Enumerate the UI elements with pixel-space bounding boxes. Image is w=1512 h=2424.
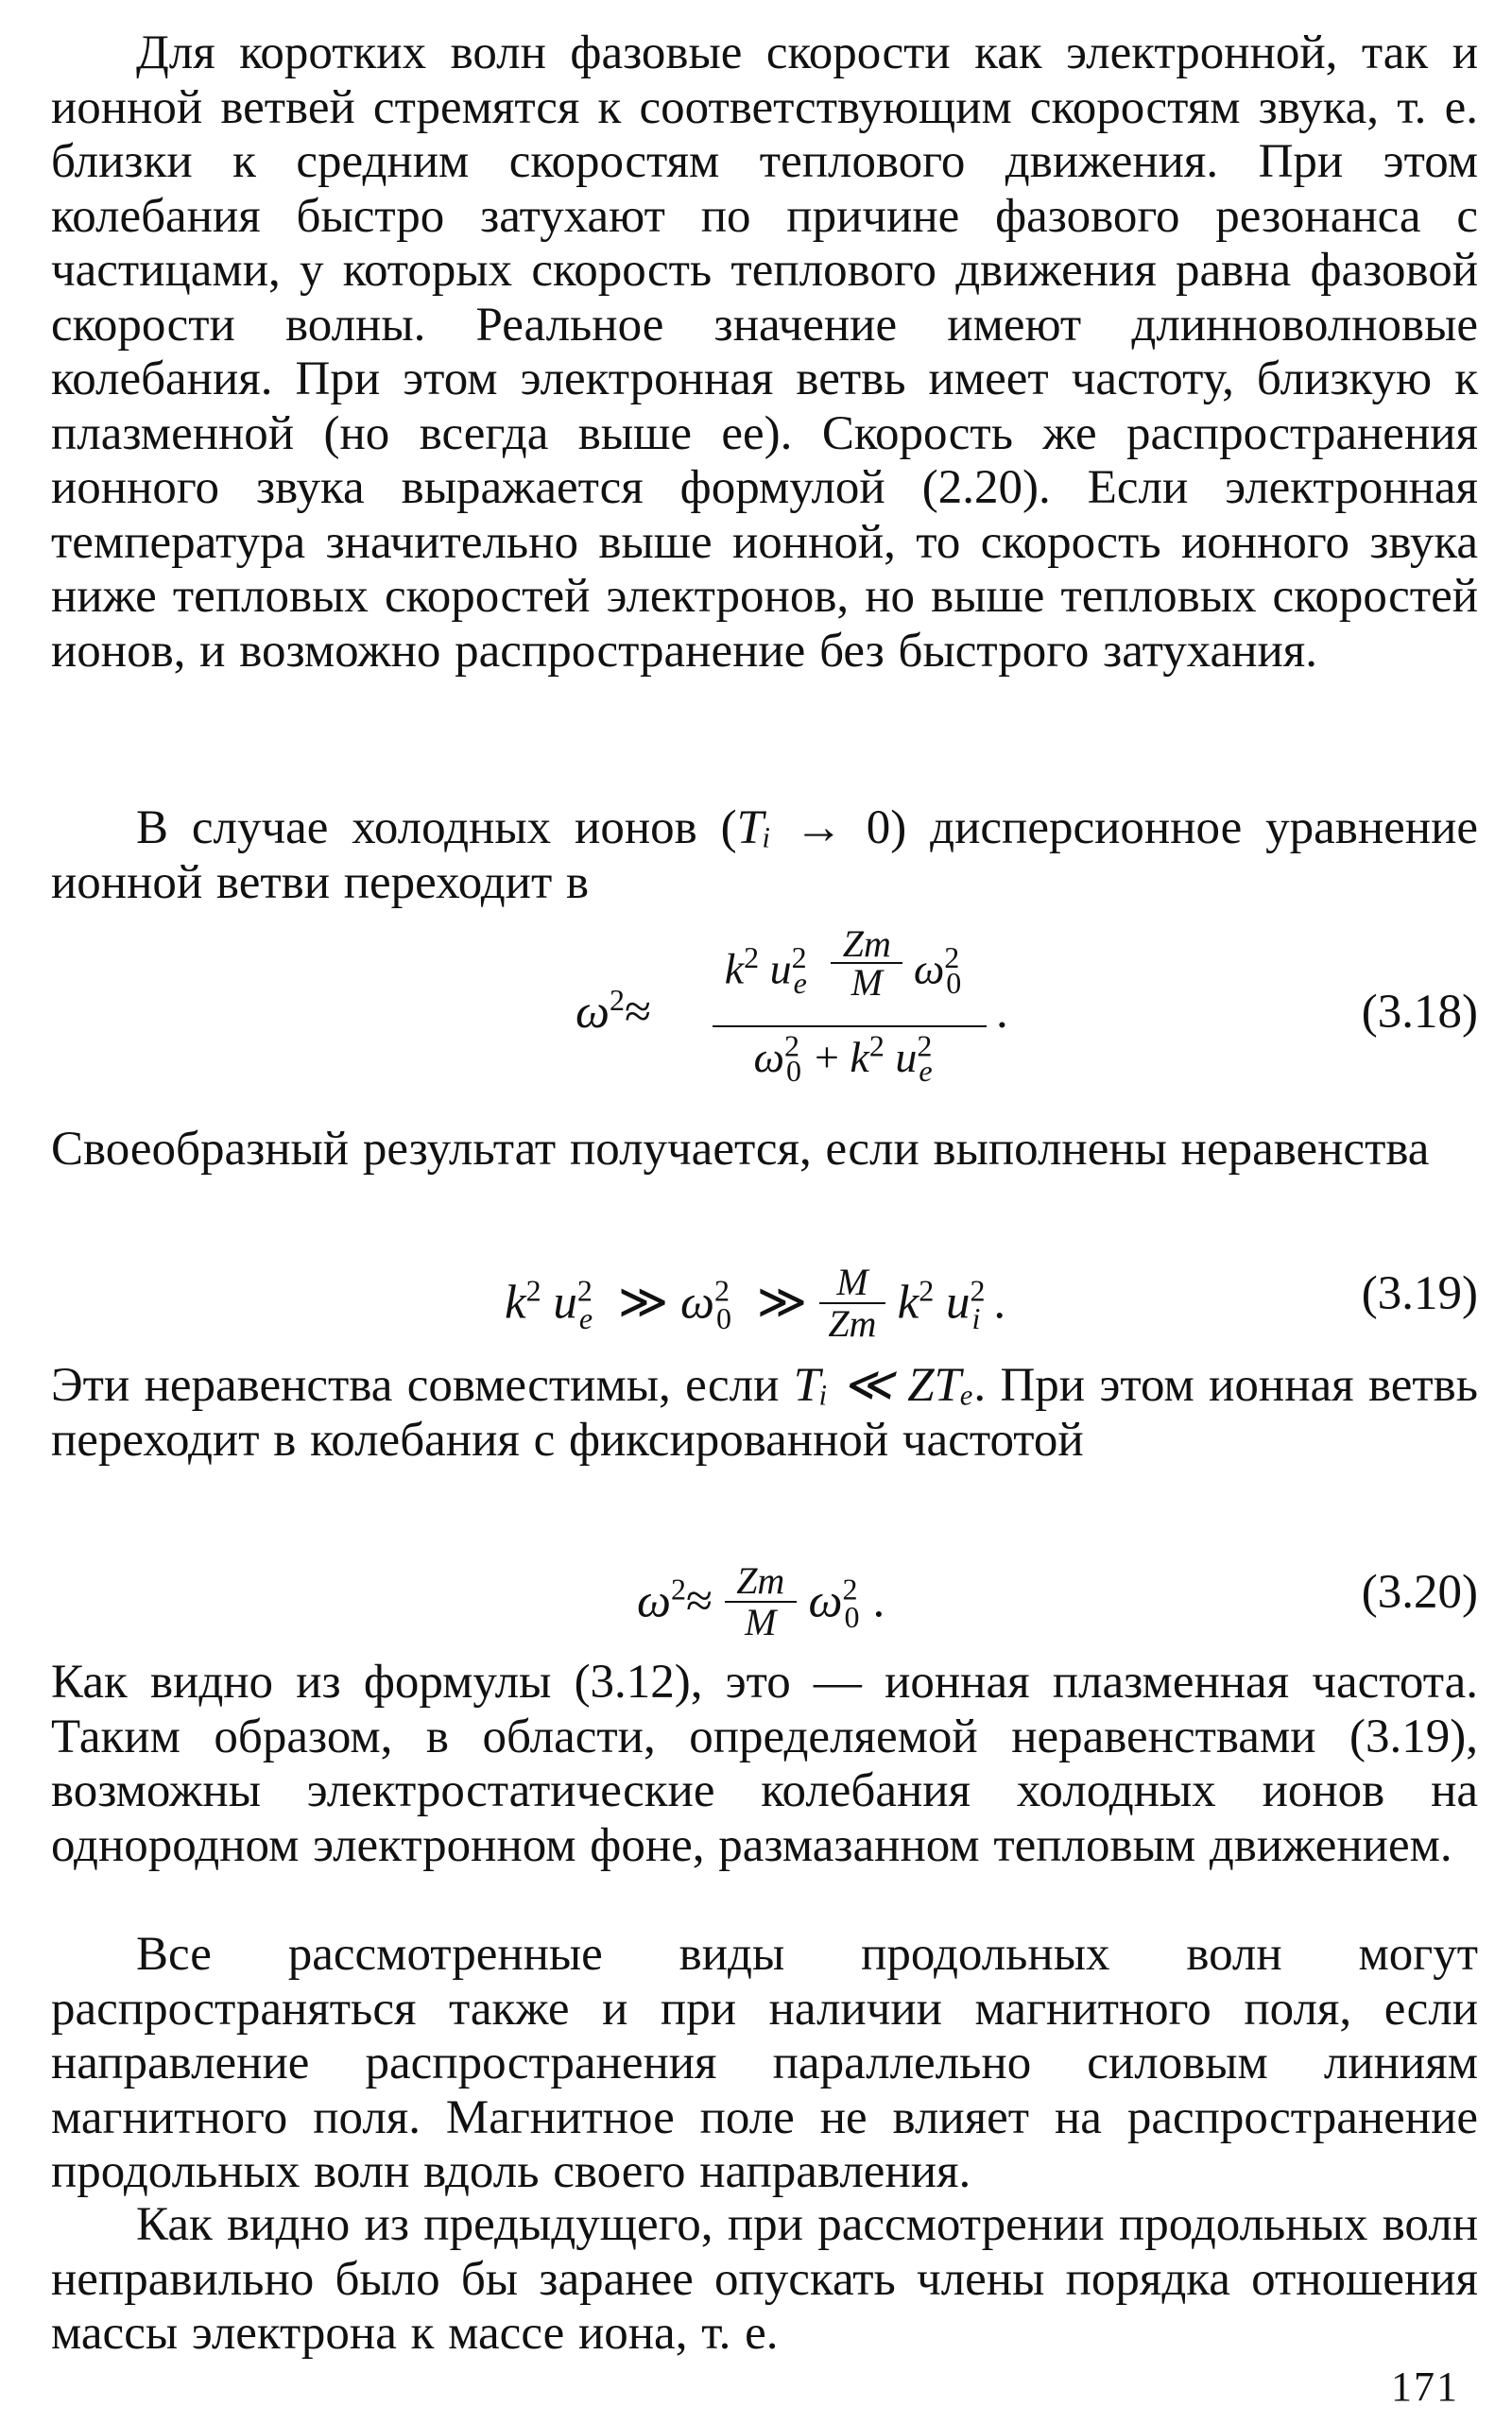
eq318-denominator: $\omega^2_0 + k^2$ $u^2_e$ (753, 1028, 933, 1089)
paragraph-2 (51, 801, 1478, 910)
inline-ti: Tᵢ (736, 801, 772, 854)
paragraph-7: Как видно из предыдущего, при рассмотрении продольных волн неправильно было бы заранее опускать члены порядка отношения массы электрона к массе иона, т. е. (51, 2198, 1478, 2360)
equation-3-19 (51, 1238, 1478, 1345)
eq318-lhs: $\omega^2\approx$ (576, 983, 652, 1039)
equation-3-18 (51, 922, 1478, 1096)
eq320-number: (3.20) (1361, 1566, 1478, 1619)
eq318-number: (3.18) (1361, 986, 1478, 1039)
eq319-expression: $k^2$ $u^2_e$ ≫ $\omega^2_0$ ≫ $\frac{M}{Zm}$ $k^2$ $u^2_i$ . (505, 1261, 1006, 1345)
paragraph-3: Своеобразный результат получается, если выполнены неравенства (51, 1123, 1430, 1176)
paragraph-6: Все рассмотренные виды продольных волн могут распространяться также и при наличии магнитного поля, если направление распространения параллельно силовым линиям магнитного поля. Магнитное поле не влияет на распространение продольных волн вдоль своего направления. (51, 1928, 1478, 2198)
eq320-expression: $\omega^2\approx$ $\frac{Zm}{M}$ $\omega^2_0$ . (637, 1559, 885, 1643)
eq318-numerator: $k^2$ $u^2_e$ $\frac{Zm}{M}$ $\omega^2_0$ (724, 922, 962, 1004)
paragraph-4-end: . При этом ионная ветвь переходит в колебания с фиксированной частотой (51, 1359, 1478, 1467)
inline-condition: Tᵢ ≪ ZTₑ (793, 1359, 974, 1412)
page-number: 171 (1391, 2364, 1459, 2410)
paragraph-2-end: → 0) дисперсионное уравнение ионной ветви переходит в (51, 801, 1478, 909)
paragraph-4 (51, 1359, 1478, 1468)
eq319-number: (3.19) (1361, 1267, 1478, 1320)
paragraph-5: Как видно из формулы (3.12), это — ионная плазменная частота. Таким образом, в области, определяемой неравенствами (3.19), возможны электростатические колебания холодных ионов на однородном электронном фоне, размазанном тепловым движением. (51, 1656, 1478, 1872)
paragraph-2-start: В случае холодных ионов ( (136, 801, 737, 854)
eq318-fraction-bar (713, 1025, 987, 1027)
paragraph-4-start: Эти неравенства совместимы, если (51, 1359, 794, 1412)
eq318-tail: . (996, 986, 1008, 1039)
paragraph-1: Для коротких волн фазовые скорости как электронной, так и ионной ветвей стремятся к соответствующим скоростям звука, т. е. близки к средним скоростям теплового движения. При этом колебания быстро затухают по причине фазового резонанса с частицами, у которых скорость теплового движения равна фазовой скорости волны. Реальное значение имеют длинноволновые колебания. При этом электронная ветвь имеет частоту, близкую к плазменной (но всегда выше ее). Скорость же распространения ионного звука выражается формулой (2.20). Если электронная температура значительно выше ионной, то скорость ионного звука ниже тепловых скоростей электронов, но выше тепловых скоростей ионов, и возможно распространение без быстрого затухания. (51, 26, 1478, 678)
equation-3-20 (51, 1539, 1478, 1642)
